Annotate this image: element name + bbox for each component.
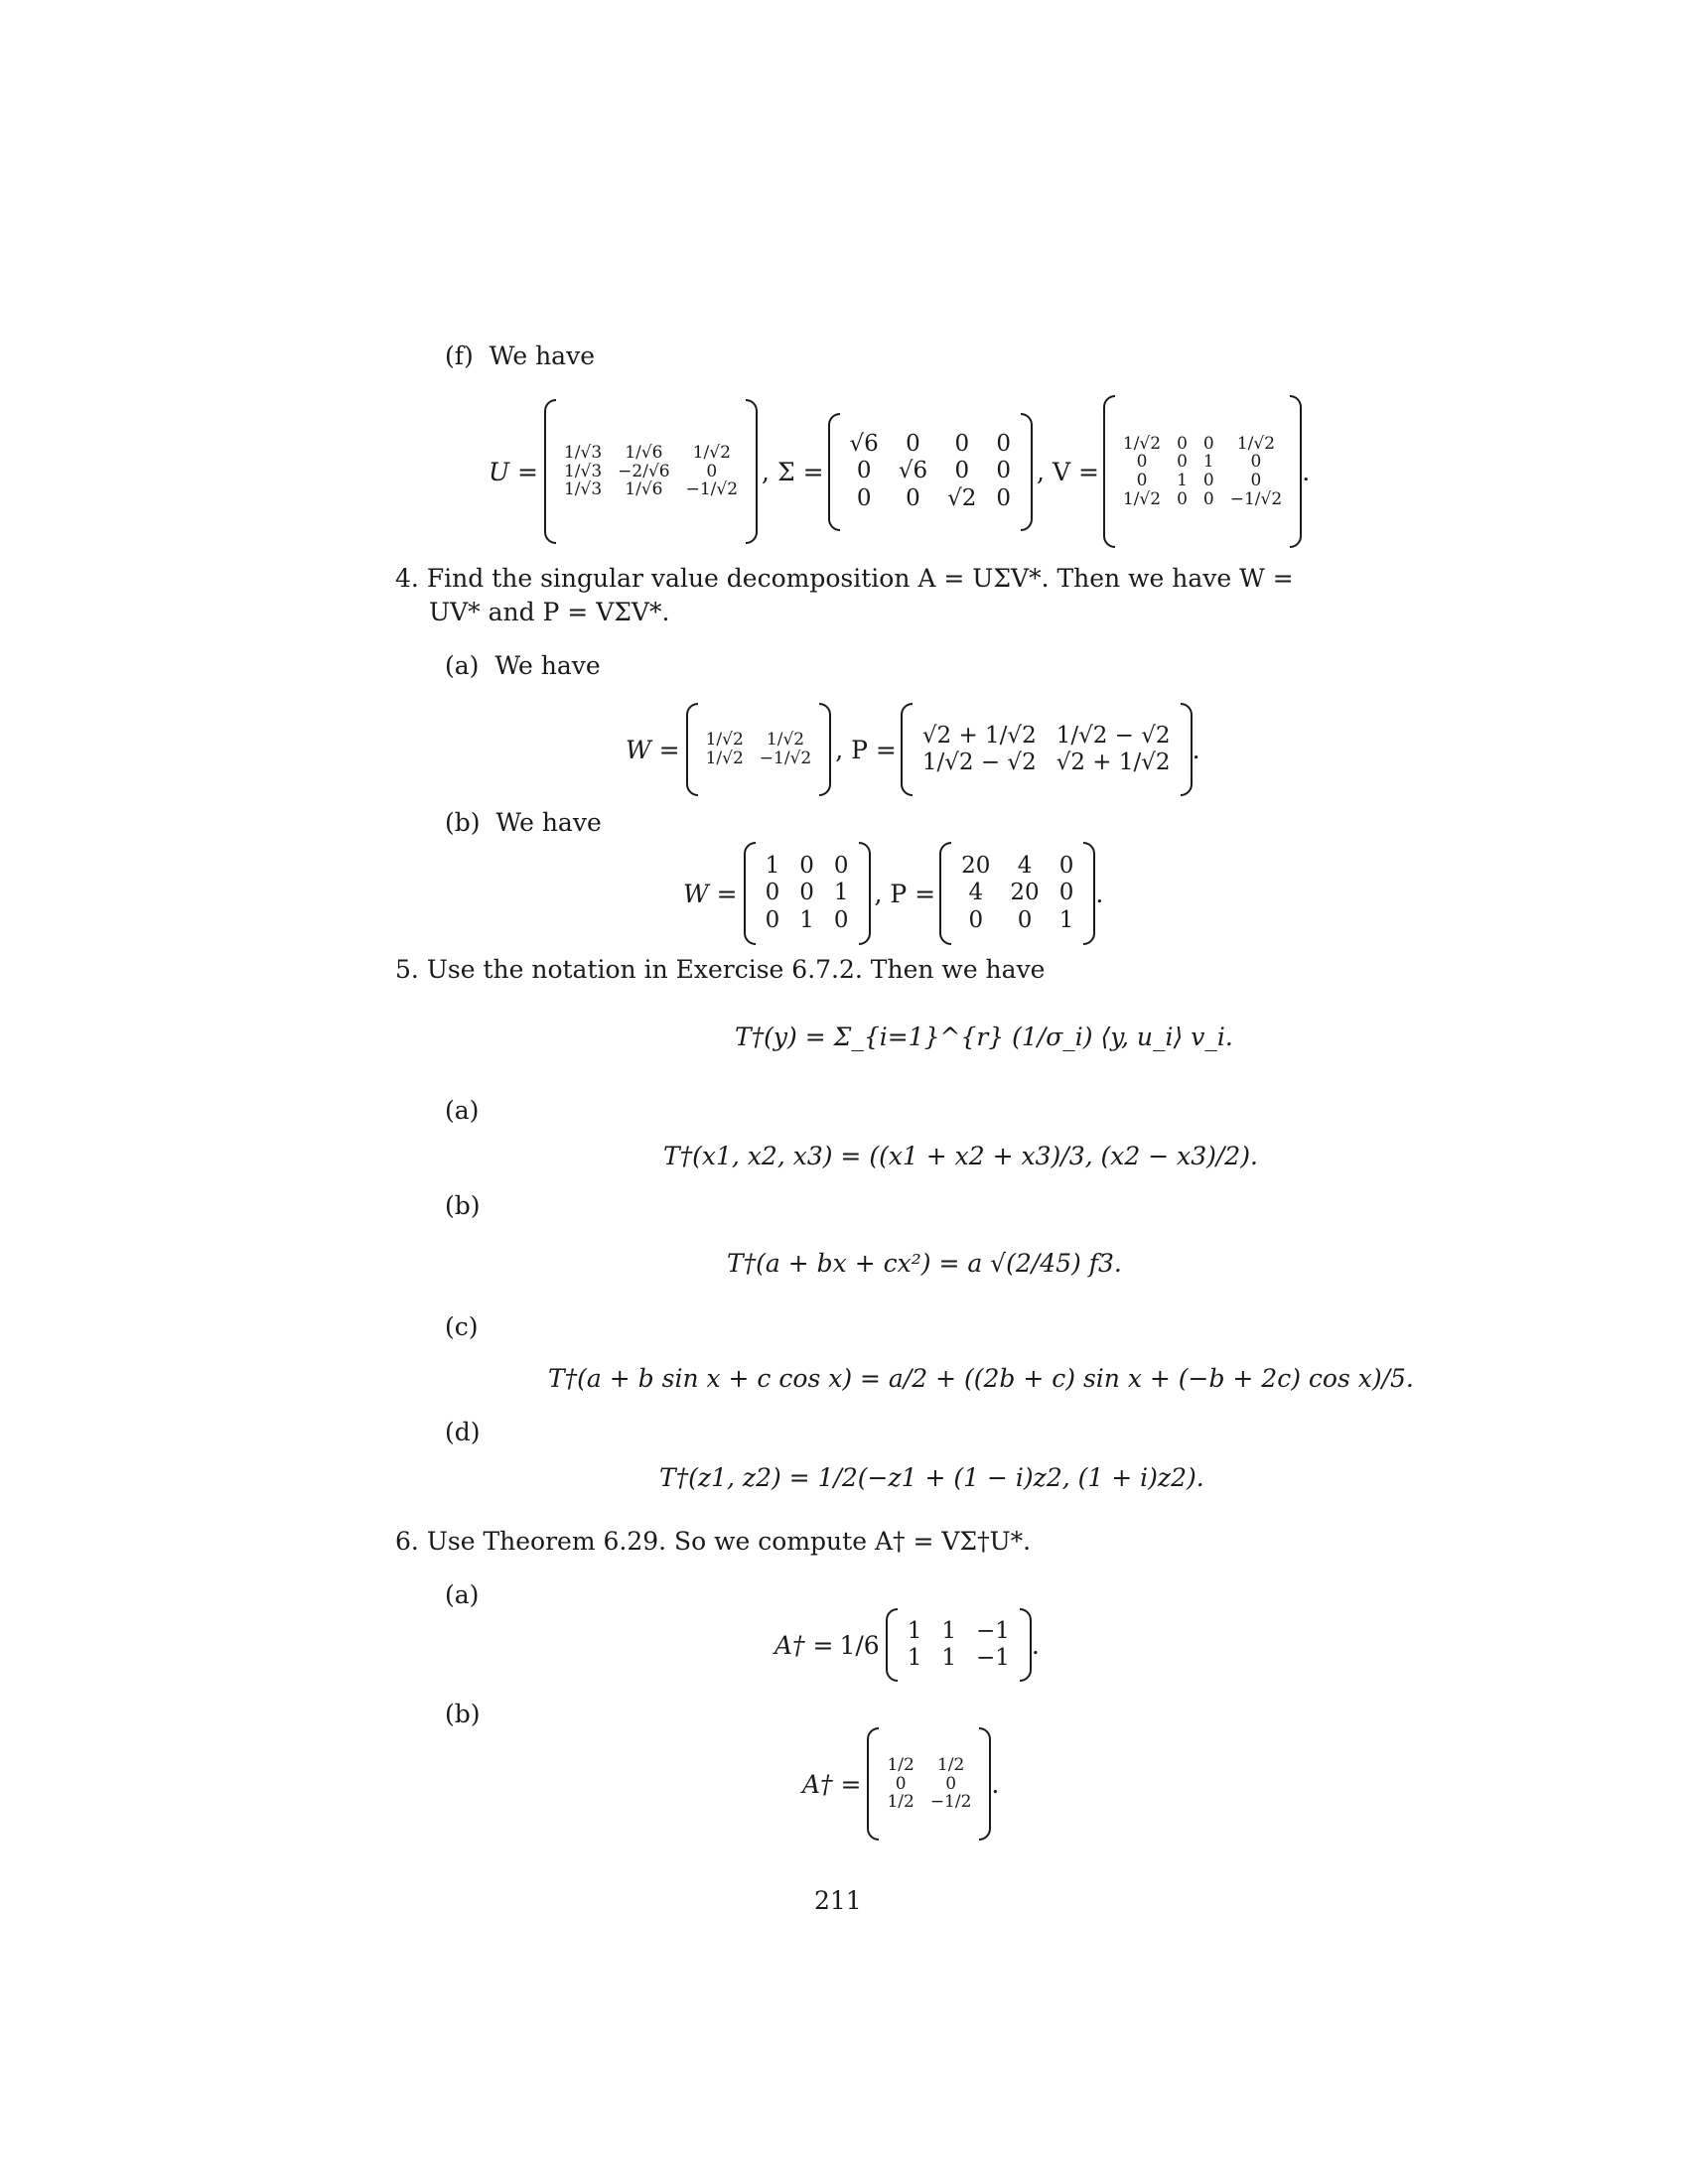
item4b-label: (b) We have [445,808,602,837]
W4b-row [756,853,859,880]
P4a-cell: 1/√2 − √2 [1055,722,1171,749]
A6b-cell: 0 [895,1773,907,1794]
V-cell: 0 [1250,452,1262,473]
Sigma-matrix [840,431,1022,512]
A6a-cell: −1 [975,1617,1010,1644]
P4a-row [913,750,1181,776]
V-row [1115,435,1290,454]
W4b-cell: 0 [833,853,849,880]
A6a-cell: 1 [941,1645,956,1671]
A6b-cell: 0 [945,1773,957,1794]
Sigma-cell: √6 [849,431,879,458]
Sigma-row [840,458,1022,484]
Sigma-cell: 0 [954,431,970,458]
item4a-label: (a) We have [445,651,601,680]
U-matrix [556,444,746,499]
U-row [556,480,746,499]
V-cell: 1 [1177,471,1188,490]
U-cell: 1/√3 [563,479,603,500]
P4b-cell: 0 [968,906,984,933]
U-cell: 1/√2 [692,442,731,463]
Sigma-cell: 0 [996,431,1012,458]
item6b-label: (b) [445,1700,481,1728]
item5-text: 5. Use the notation in Exercise 6.7.2. Then we have [395,955,1046,984]
V-row [1115,453,1290,472]
A6b-row [879,1793,979,1812]
A6b-cell: 1/2 [887,1754,914,1775]
P4b-cell: 0 [1058,853,1074,880]
item5d-formula: T†(z1, z2) = 1/2(−z1 + (1 − i)z2, (1 + i)z2). [659,1463,1204,1492]
item5d-label: (d) [445,1418,481,1446]
P4b-cell: 20 [961,853,991,880]
Sigma-cell: 0 [996,484,1012,511]
W4b-row [756,907,859,934]
Sigma-cell: 0 [996,458,1012,484]
Sigma-cell: √6 [898,458,928,484]
W4a-cell: −1/√2 [759,749,812,768]
W4b-cell: 0 [799,880,814,906]
Sigma-cell: 0 [954,458,970,484]
A6a-cell: 1 [907,1617,922,1644]
V-label: , V = [1037,457,1099,486]
V-cell: 0 [1202,471,1214,490]
P4b-row [951,907,1083,934]
Sigma-cell: 0 [856,458,872,484]
W4b-cell: 0 [765,880,780,906]
Sigma-label: , Σ = [762,457,824,486]
A6a-cell: 1 [907,1645,922,1671]
W4b-cell: 1 [799,906,814,933]
V-cell: 1/√2 [1122,433,1162,454]
P4a-row [913,723,1181,750]
V-cell: 0 [1136,471,1148,490]
W-matrix-4b [756,853,859,934]
W4a-cell: 1/√2 [705,730,744,751]
A6b-cell: −1/2 [929,1792,972,1813]
A6a-cell: 1 [941,1617,956,1644]
A-dagger-matrix-6b [879,1756,979,1812]
A6b-cell: 1/2 [887,1792,914,1813]
item4-line1: 4. Find the singular value decomposition A = UΣV*. Then we have W = [395,564,1294,593]
item5a-label: (a) [445,1096,480,1125]
item5-formula: T†(y) = Σ_{i=1}^{r} (1/σ_i) ⟨y, u_i⟩ v_i. [735,1023,1233,1051]
A6a-row [898,1645,1020,1672]
P4b-cell: 0 [1058,880,1074,906]
P4b-cell: 4 [968,880,984,906]
V-cell: 0 [1177,433,1188,454]
Sigma-cell: √2 [947,484,977,511]
U-cell: 1/√3 [563,442,603,463]
V-row [1115,472,1290,490]
W4a-row [698,750,820,768]
U-cell: 1/√3 [563,461,603,481]
item6b-equation: A† = 1/2 1/2 0 0 1/2 −1/2 . [802,1727,999,1841]
W-matrix-4a [698,731,820,767]
U-cell: −2/√6 [618,461,670,481]
item4-line2: UV* and P = VΣV*. [429,598,670,626]
U-cell: −1/√2 [685,479,739,500]
Sigma-row [840,431,1022,458]
item5a-formula: T†(x1, x2, x3) = ((x1 + x2 + x3)/3, (x2 − x3)/2). [663,1142,1258,1170]
W4b-cell: 1 [765,853,780,880]
A-dagger-matrix-6a [898,1618,1020,1673]
Sigma-cell: 0 [906,484,920,511]
W4b-cell: 0 [833,906,849,933]
P4a-cell: 1/√2 − √2 [921,750,1037,775]
U-row [556,444,746,463]
A6a-cell: −1 [975,1645,1010,1671]
P4b-cell: 0 [1017,906,1033,933]
U-cell: 1/√6 [625,479,663,500]
V-matrix [1115,435,1290,509]
part-f-label: (f) We have [445,341,595,370]
P4b-row [951,853,1083,880]
V-cell: 0 [1250,471,1262,490]
item6-text: 6. Use Theorem 6.29. So we compute A† = VΣ†U*. [395,1527,1032,1556]
item6a-equation: A† = 1/6 1 1 −1 1 1 −1 . [774,1608,1040,1682]
W4b-row [756,880,859,906]
item5c-label: (c) [445,1312,479,1341]
P-matrix-4a [913,723,1181,777]
Sigma-cell: 0 [856,484,872,511]
V-row [1115,490,1290,509]
P4a-cell: √2 + 1/√2 [921,722,1037,749]
part-f-equation [489,395,1310,548]
end-dot: . [1302,457,1311,486]
U-row [556,463,746,481]
V-cell: 0 [1202,488,1214,509]
item6a-label: (a) [445,1580,480,1609]
P4b-cell: 4 [1017,853,1033,880]
P4b-cell: 20 [1010,880,1040,906]
P4b-row [951,880,1083,906]
V-cell: 1/√2 [1122,488,1162,509]
item4a-equation: W = 1/√2 1/√2 1/√2 −1/√2 , P = √2 + 1/√2 1/√2 − √2 1/√2 − √2 √2 + 1/√2 . [626,703,1200,796]
V-cell: 0 [1136,452,1148,473]
W4b-cell: 0 [765,906,780,933]
W4a-row [698,731,820,750]
V-cell: 0 [1177,452,1188,473]
A6b-row [879,1775,979,1794]
W4b-cell: 0 [799,853,814,880]
W4a-cell: 1/√2 [766,730,805,751]
W4b-cell: 1 [833,880,849,906]
V-cell: 0 [1177,488,1188,509]
U-label: U = [489,457,538,486]
Sigma-cell: 0 [906,431,920,458]
W4a-cell: 1/√2 [705,749,744,768]
item4b-equation: W = 1 0 0 0 0 1 0 1 0 , P = 20 4 0 4 20 0 0 0 1 . [683,842,1103,945]
P-matrix-4b [951,853,1083,934]
page-number: 211 [814,1886,862,1915]
A6a-row [898,1618,1020,1645]
Sigma-row [840,485,1022,512]
P4a-cell: √2 + 1/√2 [1055,750,1171,775]
P4b-cell: 1 [1058,906,1074,933]
U-cell: 0 [706,461,718,481]
item5b-formula: T†(a + bx + cx²) = a √(2/45) f3. [727,1249,1122,1278]
A6b-row [879,1756,979,1775]
item5c-formula: T†(a + b sin x + c cos x) = a/2 + ((2b + c) sin x + (−b + 2c) cos x)/5. [548,1364,1414,1393]
V-cell: −1/√2 [1229,488,1283,509]
U-cell: 1/√6 [625,442,663,463]
V-cell: 1 [1202,452,1214,473]
V-cell: 1/√2 [1236,433,1276,454]
V-cell: 0 [1202,433,1214,454]
A6b-cell: 1/2 [936,1754,965,1775]
item5b-label: (b) [445,1191,481,1220]
